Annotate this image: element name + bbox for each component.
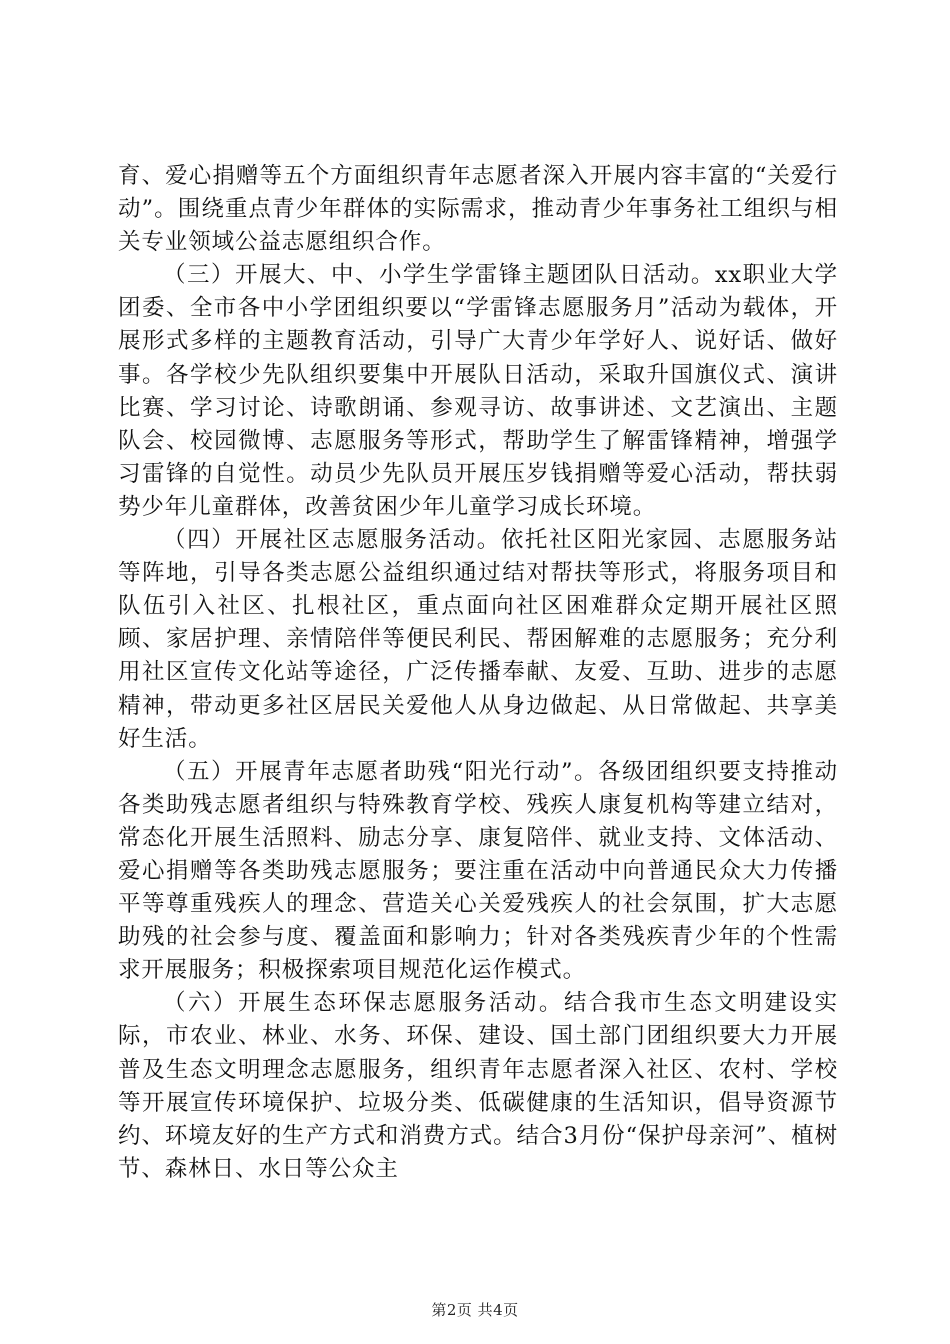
paragraph-section-3: （三）开展大、中、小学生学雷锋主题团队日活动。xx职业大学团委、全市各中小学团组织要以“学雷锋志愿服务月”活动为载体，开展形式多样的主题教育活动，引导广大青少年学好人、说好话、做好事。各学校少先队组织要集中开展队日活动，采取升国旗仪式、演讲比赛、学习讨论、诗歌朗诵、参观寻访、故事讲述、文艺演出、主题队会、校园微博、志愿服务等形式，帮助学生了解雷锋精神，增强学习雷锋的自觉性。动员少先队员开展压岁钱捐赠等爱心活动，帮扶弱势少年儿童群体，改善贫困少年儿童学习成长环境。 (118, 262, 838, 520)
paragraph-section-4: （四）开展社区志愿服务活动。依托社区阳光家园、志愿服务站等阵地，引导各类志愿公益组织通过结对帮扶等形式，将服务项目和队伍引入社区、扎根社区，重点面向社区困难群众定期开展社区照顾、家居护理、亲情陪伴等便民利民、帮困解难的志愿服务；充分利用社区宣传文化站等途径，广泛传播奉献、友爱、互助、进步的志愿精神，带动更多社区居民关爱他人从身边做起、从日常做起、共享美好生活。 (118, 527, 838, 752)
paragraph-continuation: 育、爱心捐赠等五个方面组织青年志愿者深入开展内容丰富的“关爱行动”。围绕重点青少年群体的实际需求，推动青少年事务社工组织与相关专业领域公益志愿组织合作。 (118, 163, 838, 256)
paragraph-section-6: （六）开展生态环保志愿服务活动。结合我市生态文明建设实际，市农业、林业、水务、环保、建设、国土部门团组织要大力开展普及生态文明理念志愿服务，组织青年志愿者深入社区、农村、学校等开展宣传环境保护、垃圾分类、低碳健康的生活知识，倡导资源节约、环境友好的生产方式和消费方式。结合3月份“保护母亲河”、植树节、森林日、水日等公众主 (118, 990, 838, 1182)
paragraph-section-5: （五）开展青年志愿者助残“阳光行动”。各级团组织要支持推动各类助残志愿者组织与特殊教育学校、残疾人康复机构等建立结对，常态化开展生活照料、励志分享、康复陪伴、就业支持、文体活动、爱心捐赠等各类助残志愿服务；要注重在活动中向普通民众大力传播平等尊重残疾人的理念、营造关心关爱残疾人的社会氛围，扩大志愿助残的社会参与度、覆盖面和影响力；针对各类残疾青少年的个性需求开展服务；积极探索项目规范化运作模式。 (118, 758, 838, 984)
page-number-footer: 第2页 共4页 (431, 1301, 519, 1319)
document-body (118, 160, 838, 1186)
